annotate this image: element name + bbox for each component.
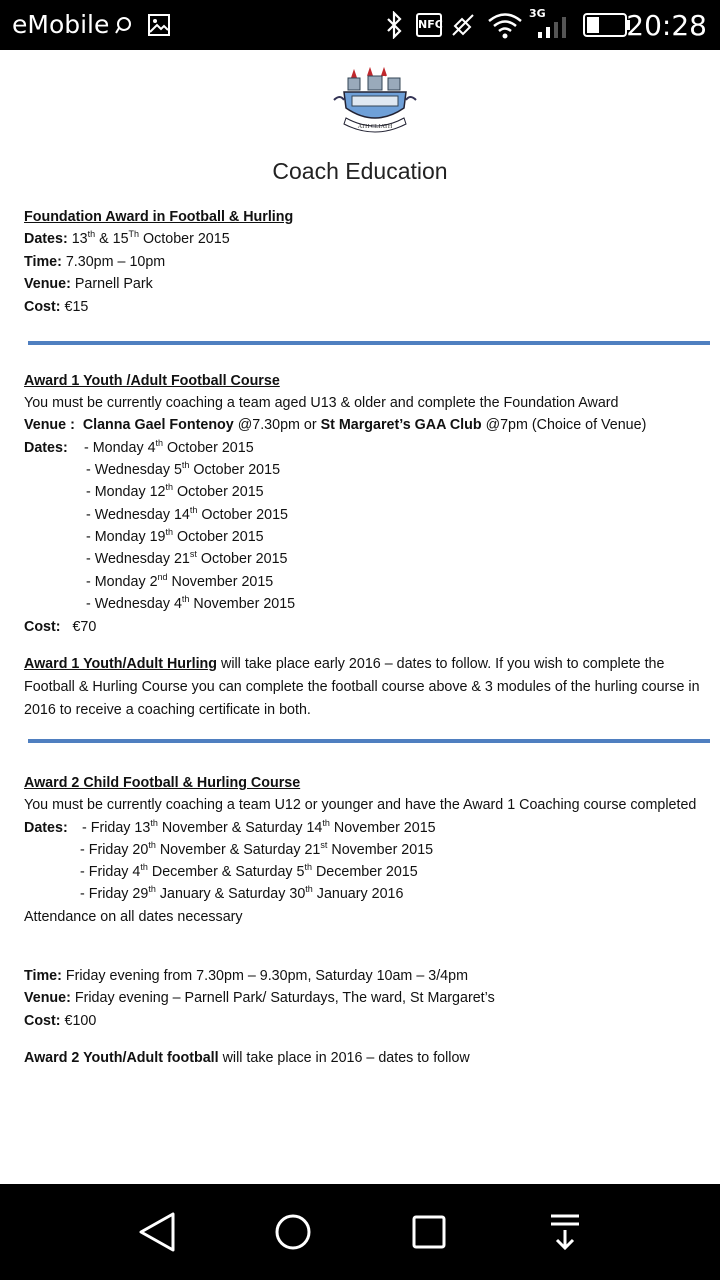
- award1-date-row: - Wednesday 5th October 2015: [86, 460, 281, 478]
- foundation-cost: Cost: €15: [24, 299, 89, 315]
- foundation-time: Time: 7.30pm – 10pm: [24, 254, 166, 270]
- award2-date-row: - Friday 4th December & Saturday 5th December 2015: [80, 862, 418, 880]
- award1-cost: Cost: €70: [24, 619, 97, 635]
- award1-date-row: - Monday 12th October 2015: [86, 482, 264, 500]
- nfc-icon: NFC: [416, 13, 442, 37]
- award1-venue: Venue : Clanna Gael Fontenoy @7.30pm or St Margaret’s GAA Club @7pm (Choice of Venue): [24, 417, 647, 433]
- award1-date-row: - Wednesday 21st October 2015: [86, 549, 288, 567]
- logo-text: ATH CLIATH: [357, 124, 393, 130]
- award1-date-row: - Wednesday 4th November 2015: [86, 594, 296, 612]
- vibrate-off-icon: [450, 12, 476, 38]
- hurling-note-line2: Football & Hurling Course you can complete the football course above & 3 modules of the hurling course in: [24, 679, 700, 695]
- section-divider: [28, 341, 710, 345]
- award2-date-row: - Friday 29th January & Saturday 30th January 2016: [80, 884, 404, 902]
- award2-intro: You must be currently coaching a team U12 or younger and have the Award 1 Coaching course completed: [24, 797, 697, 813]
- clock: 20:28: [626, 9, 707, 42]
- award1-date-row: - Wednesday 14th October 2015: [86, 505, 288, 523]
- award2-heading: Award 2 Child Football & Hurling Course: [24, 775, 301, 791]
- award1-date-row: - Monday 4th October 2015: [84, 438, 254, 456]
- award2-footer-note: Award 2 Youth/Adult football will take place in 2016 – dates to follow: [24, 1050, 470, 1066]
- award1-heading: Award 1 Youth /Adult Football Course: [24, 373, 280, 389]
- network-type: 3G: [529, 7, 546, 20]
- carrier-name: eMobile: [12, 10, 110, 39]
- dublin-crest-logo: [330, 64, 420, 136]
- home-icon[interactable]: [267, 1206, 319, 1258]
- award2-venue: Venue: Friday evening – Parnell Park/ Saturdays, The ward, St Margaret’s: [24, 990, 495, 1006]
- award2-cost: Cost: €100: [24, 1013, 97, 1029]
- status-bar: [0, 0, 720, 50]
- document-view[interactable]: [0, 50, 720, 1184]
- award2-attendance: Attendance on all dates necessary: [24, 909, 243, 925]
- award2-dates-label: Dates:: [24, 820, 68, 836]
- hurling-note-line3: 2016 to receive a coaching certificate in both.: [24, 702, 311, 718]
- chat-bubble-icon: [113, 16, 133, 36]
- bluetooth-icon: [384, 11, 404, 39]
- award2-date-row: - Friday 20th November & Saturday 21st November 2015: [80, 840, 434, 858]
- award1-intro: You must be currently coaching a team aged U13 & older and complete the Foundation Award: [24, 395, 619, 411]
- document-title: Coach Education: [272, 158, 448, 184]
- navigation-bar: [0, 1184, 720, 1280]
- foundation-heading: Foundation Award in Football & Hurling: [24, 209, 294, 225]
- award1-date-row: - Monday 2nd November 2015: [86, 572, 274, 590]
- award2-time: Time: Friday evening from 7.30pm – 9.30pm, Saturday 10am – 3/4pm: [24, 968, 468, 984]
- hurling-note-line1: Award 1 Youth/Adult Hurling will take place early 2016 – dates to follow. If you wish to complete the: [24, 656, 665, 672]
- recents-icon[interactable]: [403, 1206, 455, 1258]
- award1-date-row: - Monday 19th October 2015: [86, 527, 264, 545]
- signal-icon: [536, 16, 570, 38]
- award2-date-row: - Friday 13th November & Saturday 14th November 2015: [82, 818, 436, 836]
- section-divider: [28, 739, 710, 743]
- back-icon[interactable]: [131, 1206, 183, 1258]
- notification-pulldown-icon[interactable]: [539, 1206, 591, 1258]
- award1-dates-label: Dates:: [24, 440, 68, 456]
- wifi-icon: [486, 10, 524, 40]
- foundation-venue: Venue: Parnell Park: [24, 276, 153, 292]
- foundation-dates: Dates: 13th & 15Th October 2015: [24, 229, 230, 247]
- battery-icon: [583, 13, 631, 37]
- image-icon: [147, 13, 171, 37]
